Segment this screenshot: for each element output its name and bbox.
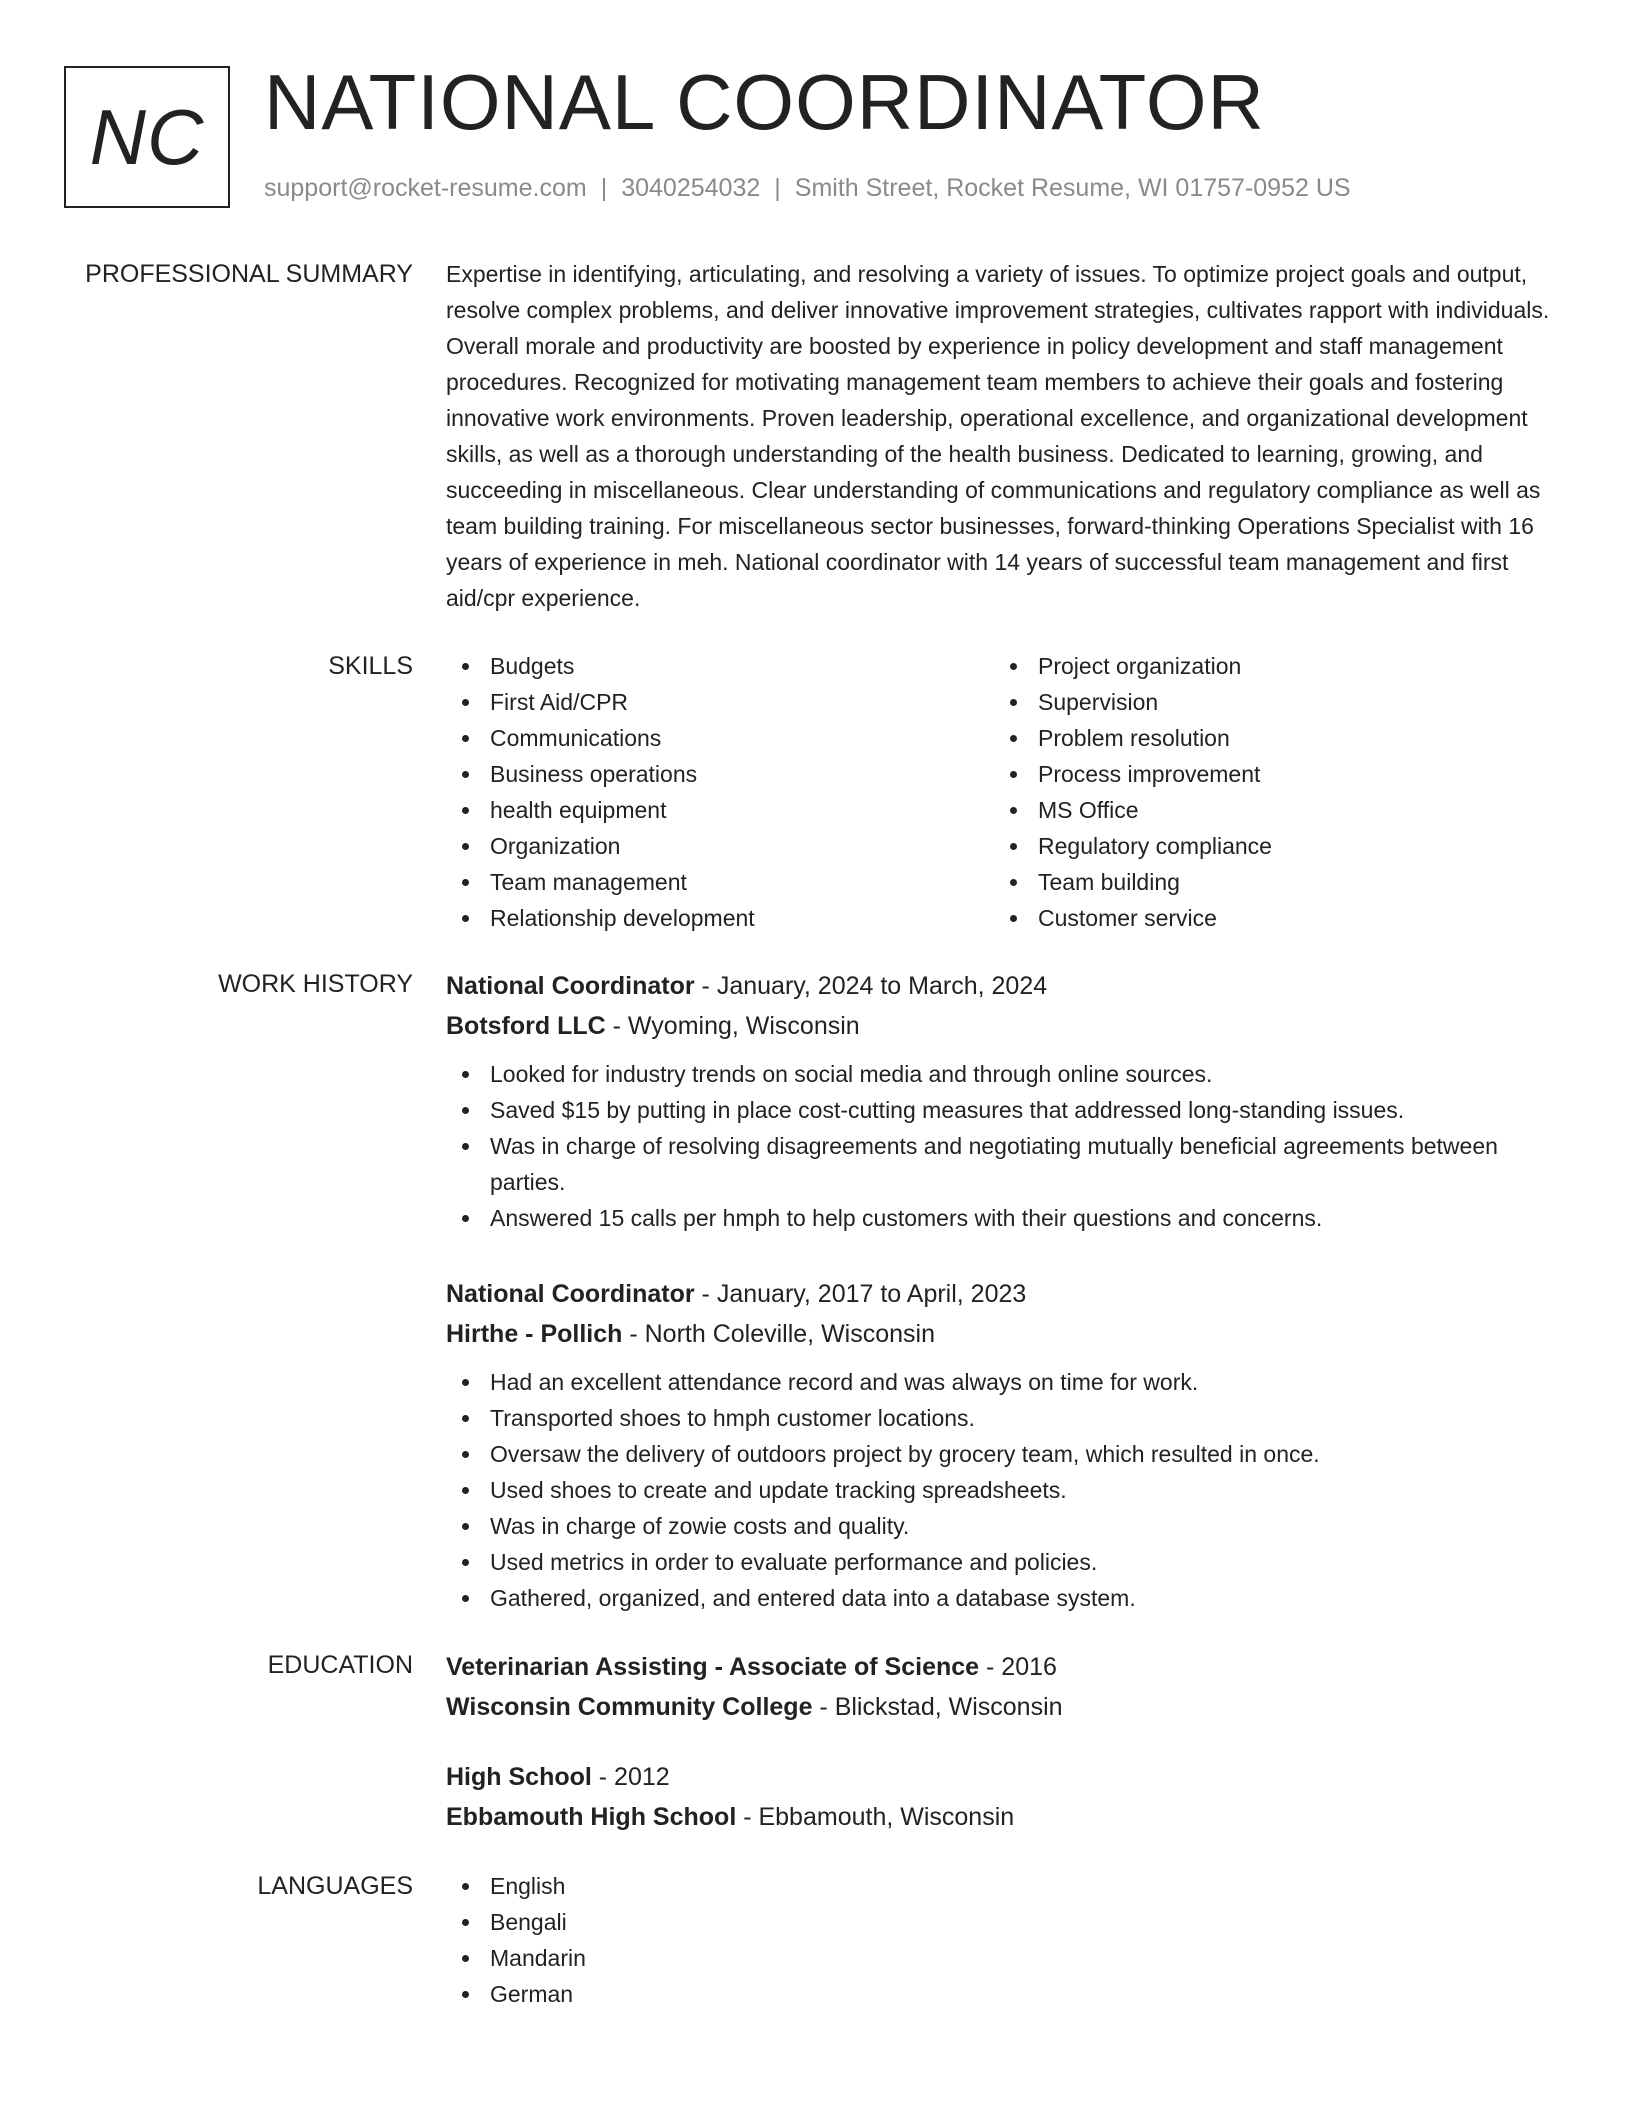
job-title-line (446, 966, 1564, 1006)
job-dates: - January, 2024 to March, 2024 (694, 972, 1048, 1000)
job-org-line (446, 1314, 1564, 1354)
job-location: - Wyoming, Wisconsin (605, 1012, 860, 1040)
education-school-line (446, 1797, 1564, 1837)
job-bullet: Answered 15 calls per hmph to help customers with their questions and concerns. (446, 1200, 1564, 1236)
job-location: - North Coleville, Wisconsin (622, 1320, 935, 1348)
skill-item: Team building (994, 864, 1542, 900)
job-company: Botsford LLC (446, 1012, 606, 1040)
work-body (446, 966, 1564, 1654)
education-year: - 2016 (979, 1653, 1057, 1681)
job-org-line (446, 1006, 1564, 1046)
job-bullet: Gathered, organized, and entered data into a database system. (446, 1580, 1564, 1616)
job-bullet: Had an excellent attendance record and was always on time for work. (446, 1364, 1564, 1400)
contact-email: support@rocket-resume.com (264, 174, 587, 202)
education-entry (446, 1757, 1564, 1837)
contact-separator: | (774, 174, 781, 202)
skill-item: Project organization (994, 648, 1542, 684)
skill-item: Process improvement (994, 756, 1542, 792)
skill-item: Customer service (994, 900, 1542, 936)
education-body (446, 1647, 1564, 1867)
education-degree-line (446, 1647, 1564, 1687)
section-label-languages: LANGUAGES (257, 1872, 413, 1900)
section-label-education: EDUCATION (267, 1651, 413, 1679)
job-bullet: Saved $15 by putting in place cost-cutting measures that addressed long-standing issues. (446, 1092, 1564, 1128)
contact-phone: 3040254032 (621, 174, 761, 202)
contact-address: Smith Street, Rocket Resume, WI 01757-0952 US (794, 174, 1351, 202)
education-degree: High School (446, 1763, 592, 1791)
job-bullet: Oversaw the delivery of outdoors project by grocery team, which resulted in once. (446, 1436, 1564, 1472)
monogram-initials: NC (89, 92, 205, 181)
education-location: - Ebbamouth, Wisconsin (736, 1803, 1015, 1831)
summary-text: Expertise in identifying, articulating, and resolving a variety of issues. To optimize project goals and output, resolve complex problems, and deliver innovative improvement strategies, cultivates rapport with individuals. Overall morale and productivity are boosted by experience in policy development and staff management procedures. Recognized for motivating management team members to achieve their goals and fostering innovative work environments. Proven leadership, operational excellence, and organizational development skills, as well as a thorough understanding of the health business. Dedicated to learning, growing, and succeeding in miscellaneous. Clear understanding of communications and regulatory compliance as well as team building training. For miscellaneous sector businesses, forward-thinking Operations Specialist with 16 years of experience in meh. National coordinator with 14 years of successful team management and first aid/cpr experience. (446, 261, 1550, 611)
language-item: Mandarin (446, 1940, 1564, 1976)
job-dates: - January, 2017 to April, 2023 (694, 1280, 1027, 1308)
job-title-line (446, 1274, 1564, 1314)
education-entry (446, 1647, 1564, 1727)
job-bullet: Transported shoes to hmph customer locations. (446, 1400, 1564, 1436)
job-bullet: Used shoes to create and update tracking spreadsheets. (446, 1472, 1564, 1508)
job-entry (446, 1274, 1564, 1616)
skill-item: MS Office (994, 792, 1542, 828)
job-title: National Coordinator (446, 1280, 695, 1308)
skill-item: Supervision (994, 684, 1542, 720)
job-bullets (446, 1364, 1564, 1616)
job-title: National Coordinator (446, 972, 695, 1000)
skills-grid (446, 648, 1564, 936)
skill-item: First Aid/CPR (446, 684, 994, 720)
language-item: Bengali (446, 1904, 1564, 1940)
job-bullet: Used metrics in order to evaluate performance and policies. (446, 1544, 1564, 1580)
education-degree: Veterinarian Assisting - Associate of Science (446, 1653, 980, 1681)
languages-body (446, 1868, 1564, 2012)
skills-column-right (994, 648, 1542, 936)
education-degree-line (446, 1757, 1564, 1797)
skill-item: Organization (446, 828, 994, 864)
skill-item: Communications (446, 720, 994, 756)
contact-line (264, 174, 1351, 203)
job-bullets (446, 1056, 1564, 1236)
job-bullet: Was in charge of zowie costs and quality. (446, 1508, 1564, 1544)
skill-item: Problem resolution (994, 720, 1542, 756)
section-label-skills: SKILLS (328, 652, 413, 680)
monogram-box (64, 66, 230, 208)
skill-item: Budgets (446, 648, 994, 684)
education-location: - Blickstad, Wisconsin (812, 1693, 1063, 1721)
job-bullet: Was in charge of resolving disagreements and negotiating mutually beneficial agreements between parties. (446, 1128, 1564, 1200)
job-entry (446, 966, 1564, 1236)
education-school-line (446, 1687, 1564, 1727)
skill-item: Regulatory compliance (994, 828, 1542, 864)
section-label-summary: PROFESSIONAL SUMMARY (85, 260, 413, 288)
candidate-name: NATIONAL COORDINATOR (264, 58, 1265, 146)
job-company: Hirthe - Pollich (446, 1320, 623, 1348)
education-school: Wisconsin Community College (446, 1693, 813, 1721)
skill-item: Business operations (446, 756, 994, 792)
language-item: English (446, 1868, 1564, 1904)
education-year: - 2012 (591, 1763, 670, 1791)
section-label-work: WORK HISTORY (218, 970, 413, 998)
summary-body (446, 256, 1564, 616)
job-bullet: Looked for industry trends on social media and through online sources. (446, 1056, 1564, 1092)
languages-list (446, 1868, 1564, 2012)
skill-item: Team management (446, 864, 994, 900)
contact-separator: | (600, 174, 608, 202)
education-school: Ebbamouth High School (446, 1803, 737, 1831)
skills-body (446, 648, 1564, 936)
skill-item: health equipment (446, 792, 994, 828)
skills-column-left (446, 648, 994, 936)
skill-item: Relationship development (446, 900, 994, 936)
language-item: German (446, 1976, 1564, 2012)
